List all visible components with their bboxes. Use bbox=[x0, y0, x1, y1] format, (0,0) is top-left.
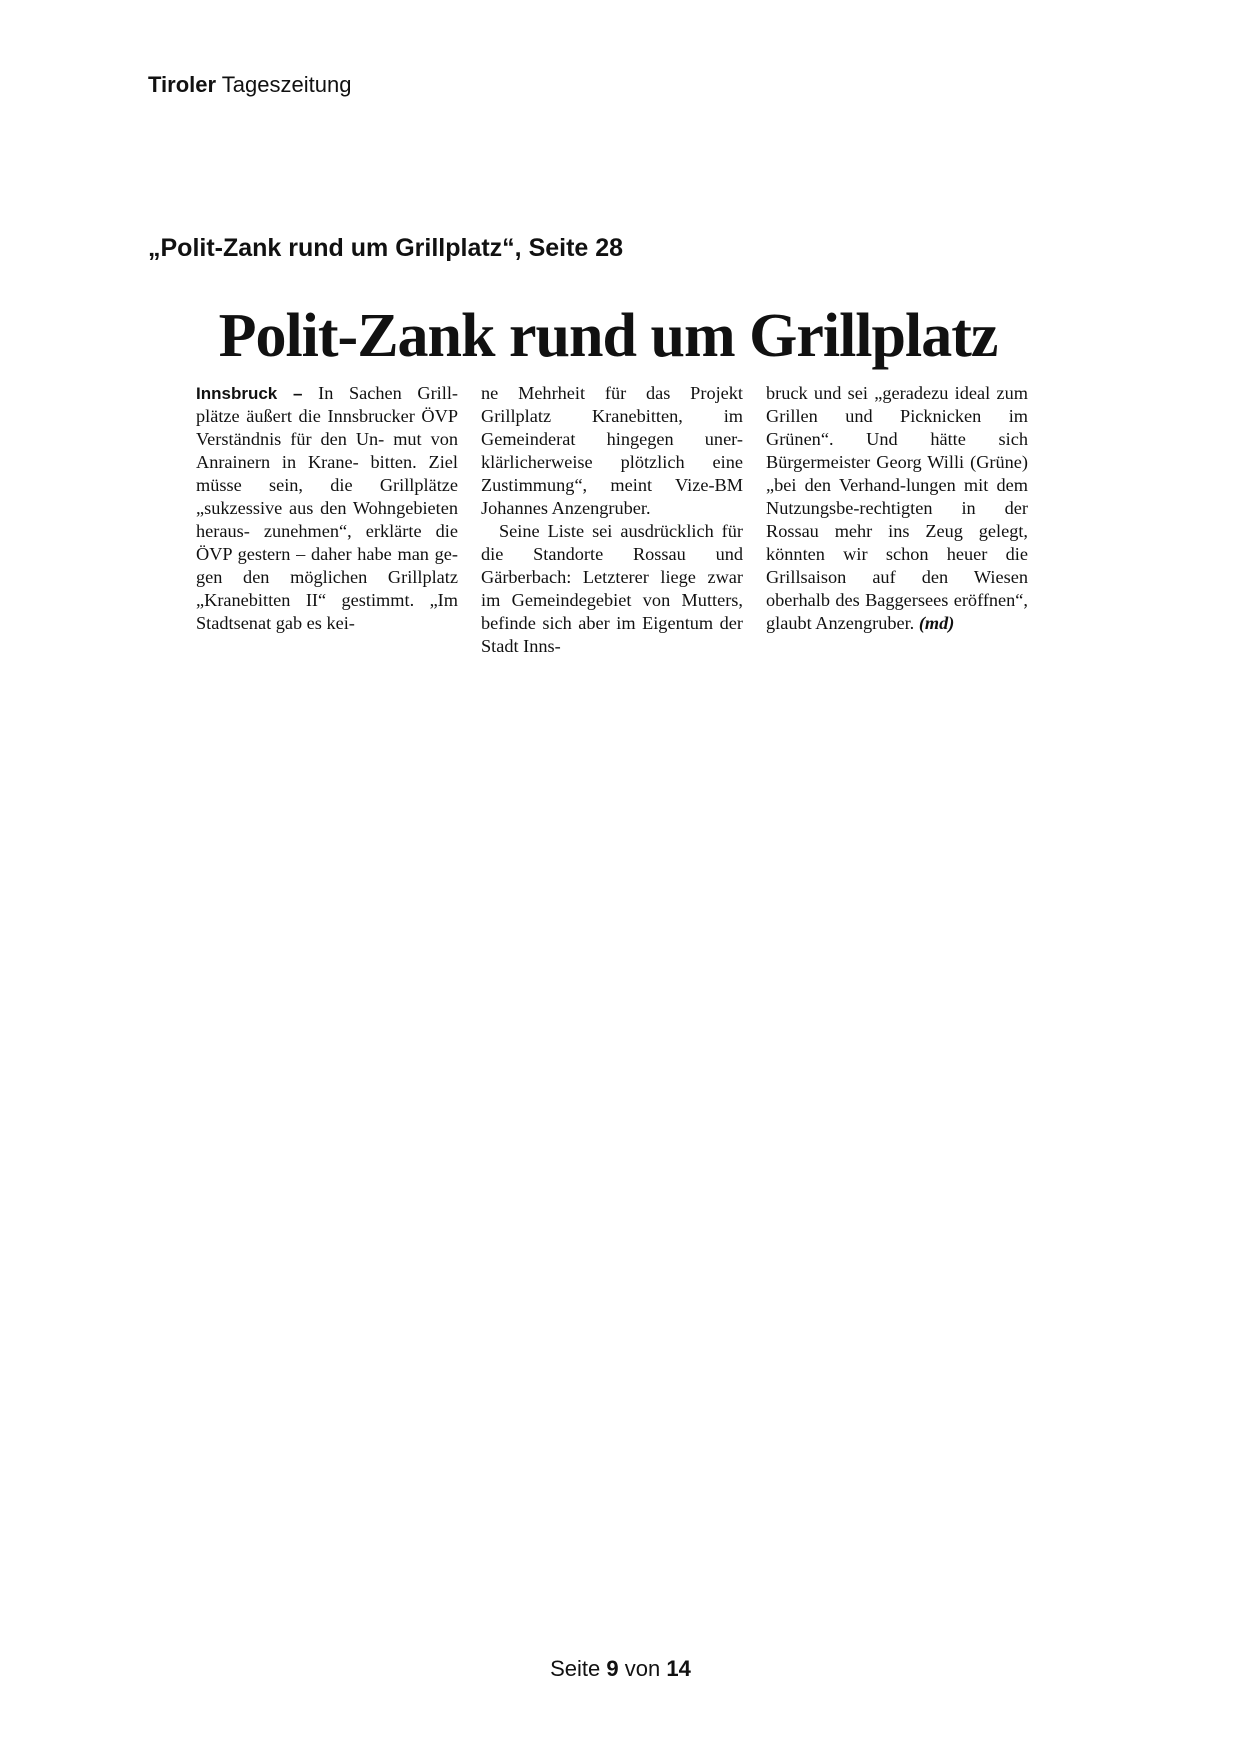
page-of: von bbox=[624, 1656, 661, 1681]
column-3-body: bruck und sei „geradezu ideal zum Grillen und Picknicken im Grünen“. Und hätte sich Bürgermeister Georg Willi (Grüne) „bei den Verhand-lungen mit dem Nutzungsbe-rechtigten in der Rossau mehr ins Zeug gelegt, könnten wir schon heuer die Grillsaison auf den Wiesen oberhalb des Baggersees eröffnen“, glaubt Anzengruber. bbox=[766, 383, 1028, 633]
current-page: 9 bbox=[606, 1656, 619, 1681]
column-2-paragraph-2: Seine Liste sei ausdrücklich für die Standorte Rossau und Gärberbach: Letzterer liege zwar im Gemeindegebiet von Mutters, befinde sich aber im Eigentum der Stadt Inns- bbox=[481, 521, 743, 656]
newspaper-clipping bbox=[196, 300, 1028, 658]
dateline: Innsbruck – bbox=[196, 384, 303, 403]
article-headline: Polit-Zank rund um Grillplatz bbox=[218, 302, 998, 370]
article-column-1 bbox=[196, 382, 458, 658]
column-1-body: In Sachen Grill- plätze äußert die Innsbrucker ÖVP Verständnis für den Un- mut von Anrainern in Krane- bitten. Ziel müsse sein, die Grillplätze „sukzessive aus den Wohngebieten heraus- zunehmen“, erklärte die ÖVP gestern – daher habe man ge- gen den möglichen Grillplatz „Kranebitten II“ gestimmt. „Im Stadtsenat gab es kei- bbox=[196, 383, 458, 633]
column-2-paragraph-1: ne Mehrheit für das Projekt Grillplatz Kranebitten, im Gemeinderat hingegen uner-klärlicherweise plötzlich eine Zustimmung“, meint Vize-BM Johannes Anzengruber. bbox=[481, 383, 743, 518]
author-initials: (md) bbox=[918, 613, 955, 633]
column-1-text bbox=[196, 382, 458, 635]
publication-name-bold: Tiroler bbox=[148, 72, 217, 97]
total-pages: 14 bbox=[666, 1656, 691, 1681]
page-number bbox=[0, 1656, 1241, 1682]
article-reference-title: „Polit-Zank rund um Grillplatz“, Seite 28 bbox=[148, 234, 624, 262]
article-body bbox=[196, 382, 1028, 658]
article-column-3 bbox=[766, 382, 1028, 658]
column-3-text bbox=[766, 382, 1028, 635]
publication-name-rest: Tageszeitung bbox=[221, 72, 352, 97]
page-prefix: Seite bbox=[550, 1656, 601, 1681]
publication-name bbox=[148, 72, 351, 98]
article-column-2 bbox=[481, 382, 743, 658]
